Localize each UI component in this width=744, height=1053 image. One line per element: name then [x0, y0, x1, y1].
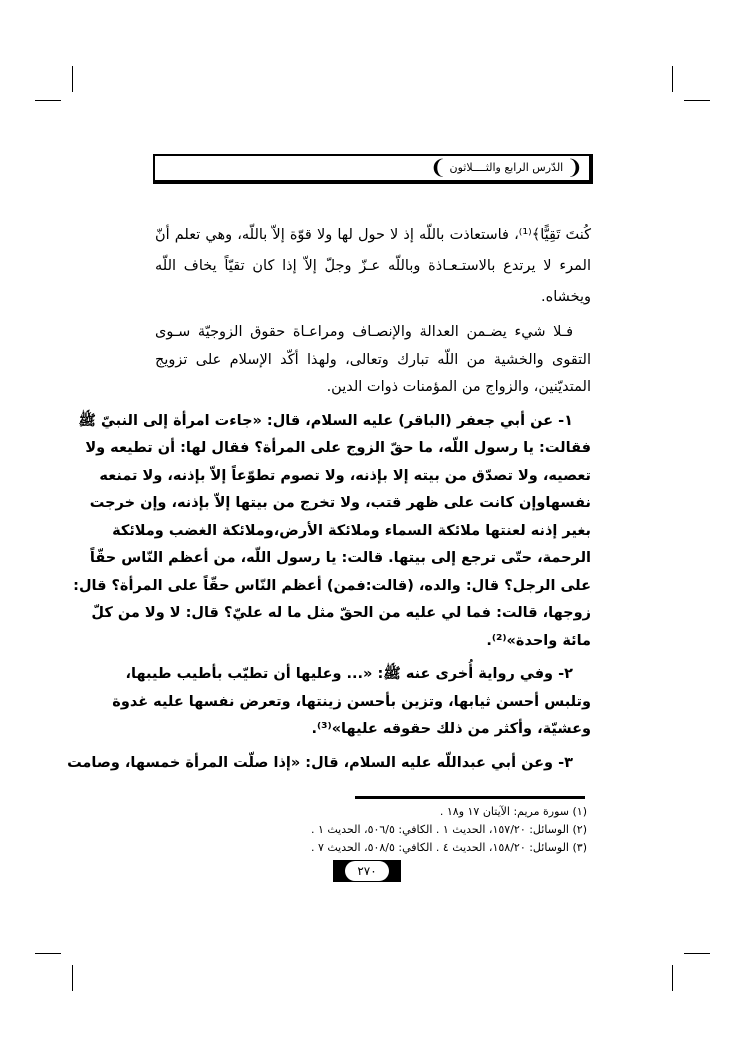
footnote-2: (٢) الوسائل: ١٥٧/٢٠، الحديث ١ . الكافي: ٥٠٦/٥، الحديث ١ .	[310, 823, 587, 836]
footnotes	[311, 803, 587, 857]
crop-mark	[672, 965, 673, 991]
hadith-3	[67, 750, 591, 778]
crop-mark	[684, 100, 710, 101]
text-line: على الرجل؟ قال: والده، (قالت:فمن) أعظم النّاس حقّاً على المرأة؟ قال:	[73, 577, 591, 594]
page-number: ٢٧٠	[345, 861, 389, 881]
text-line: وعشيّة، وأكثر من ذلك حقوقه عليها»⁽³⁾.	[311, 721, 591, 737]
text-line: فقالت: يا رسول اللّه، ما حقّ الزوج على المرأة؟ فقال لها: أن تطيعه ولا	[85, 440, 591, 456]
footnote-rule	[355, 796, 585, 799]
crop-mark	[684, 953, 710, 954]
crop-mark	[72, 965, 73, 991]
crop-mark	[72, 66, 73, 92]
text-line: ٣- وعن أبي عبداللّه عليه السلام، قال: «إذا صلّت المرأة خمسها، وصامت	[67, 754, 573, 771]
crop-mark	[35, 100, 61, 101]
paragraph-2	[155, 319, 591, 402]
text-line: تعصيه، ولا تصدّق من بيته إلا بإذنه، ولا تصوم تطوّعاً إلاّ بإذنه، ولا تمنعه	[99, 467, 591, 484]
footnote-3: (٣) الوسائل: ١٥٨/٢٠، الحديث ٤ . الكافي: ٥٠٨/٥، الحديث ٧ .	[310, 841, 587, 854]
text-line: المتديّنين، والزواج من المؤمنات ذوات الدين.	[326, 379, 591, 395]
text-line: المرء لا يرتدع بالاستـعـاذة وباللّه عـزّ وجلّ إلاّ إذا كان تقيّاً يخاف اللّه	[155, 258, 591, 274]
text-line: فـلا شيء يضـمن العدالة والإنصـاف ومراعـاة حقوق الزوجيّة سـوى	[155, 324, 573, 340]
crop-mark	[35, 953, 61, 954]
running-header	[153, 154, 593, 184]
paragraph-1	[155, 220, 591, 313]
text-line: التقوى والخشية من اللّه تبارك وتعالى، ولهذا أكّد الإسلام على تزويج	[155, 351, 591, 368]
bracket-right-icon: ❨	[566, 155, 583, 179]
text-line: ١- عن أبي جعفر (الباقر) عليه السلام، قال: «جاءت امرأة إلى النبيّ ﷺ	[78, 412, 573, 429]
header-title: الدّرس الرابع والثــــلاثون	[449, 160, 564, 174]
text-line: بغير إذنه لعنتها ملائكة السماء وملائكة الأرض،وملائكة الغضب وملائكة	[112, 522, 591, 539]
hadith-2	[112, 661, 591, 744]
text-line: وتلبس أحسن ثيابها، وتزين بأحسن زينتها، وتعرض نفسها عليه غدوة	[112, 693, 591, 710]
hadith-1	[73, 408, 591, 656]
crop-mark	[672, 66, 673, 92]
text-line: نفسهاوإن كانت على ظهر قتب، ولا تخرج من بيتها إلاّ بإذنه، وإن خرجت	[89, 495, 591, 511]
text-line: ٢- وفي رواية أُخرى عنه ﷺ: «... وعليها أن تطيّب بأطيب طيبها،	[125, 666, 573, 682]
text-line: ويخشاه.	[541, 289, 591, 305]
page-number-box	[333, 860, 401, 882]
text-line: مائة واحدة»⁽²⁾.	[486, 632, 591, 649]
footnote-1: (١) سورة مريم: الآيتان ١٧ و١٨ .	[439, 805, 587, 818]
bracket-left-icon: ❩	[429, 155, 447, 179]
text-line: كُنتَ تَقِيًّا﴾⁽¹⁾، فاستعاذت باللّه إذ لا حول لها ولا قوّة إلاّ باللّه، وهي تعلم أنّ	[155, 227, 591, 243]
header-title-wrap	[429, 155, 583, 179]
body-text	[67, 220, 591, 783]
text-line: الرحمة، حتّى ترجع إلى بيتها. قالت: يا رسول اللّه، من أعظم النّاس حقّاً	[89, 550, 591, 566]
text-line: زوجها، قالت: فما لي عليه من الحقّ مثل ما له عليّ؟ قال: لا ولا من كلّ	[91, 605, 591, 621]
